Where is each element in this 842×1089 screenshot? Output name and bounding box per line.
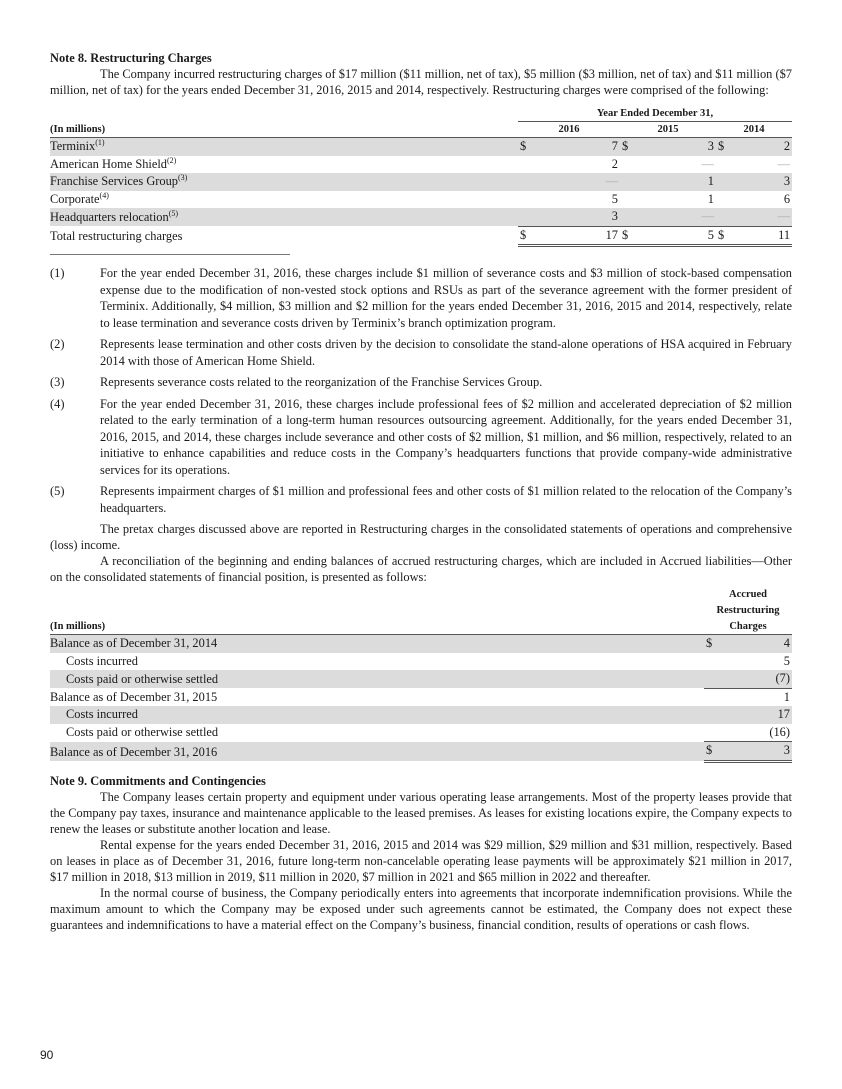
page-number: 90 <box>40 1048 54 1062</box>
currency-cell <box>518 173 538 191</box>
currency-cell <box>704 688 724 706</box>
note9-paragraph: Rental expense for the years ended December 31, 2016, 2015 and 2014 was $29 million, $29 million and $31 million, respectively. Based on leases in place as of December 31, 2016, future long-term non-cancelable operating lease payments will be approximately $21 million in 2017, $17 million in 2018, $13 million in 2019, $11 million in 2020, $7 million in 2021 and $65 million in 2022 and thereafter. <box>50 837 792 884</box>
footnote-ref: (2) <box>167 155 177 165</box>
currency-cell <box>704 670 724 688</box>
currency-cell <box>620 208 636 226</box>
reconciliation-table <box>50 587 792 763</box>
note9-heading: Note 9. Commitments and Contingencies <box>50 773 266 788</box>
row-label-cell <box>50 138 518 156</box>
row-label-cell <box>50 191 518 209</box>
footnote <box>50 483 792 516</box>
footnote <box>50 374 792 391</box>
row-label: Terminix <box>50 139 96 153</box>
recon-row-label: Balance as of December 31, 2015 <box>50 689 218 704</box>
value-2016: 2 <box>611 156 618 171</box>
restructuring-row <box>50 191 792 209</box>
page-content <box>50 50 792 933</box>
footnote-ref: (5) <box>168 208 179 218</box>
restructuring-row <box>50 208 792 226</box>
recon-header-line-2: Restructuring <box>716 605 780 616</box>
row-label-cell <box>50 173 518 191</box>
currency-cell: $ <box>620 138 636 156</box>
total-2016: 17 <box>538 226 620 246</box>
reconciliation-row <box>50 688 792 706</box>
row-label: American Home Shield <box>50 156 167 171</box>
footnote <box>50 396 792 479</box>
recon-row-value: 17 <box>724 706 792 724</box>
currency-cell <box>716 191 732 209</box>
currency-cell <box>716 208 732 226</box>
units-label: (In millions) <box>50 122 518 138</box>
currency-cell <box>716 173 732 191</box>
currency-cell: $ <box>518 138 538 156</box>
recon-header-line-3: Charges <box>704 619 792 635</box>
restructuring-table <box>50 106 792 247</box>
recon-row-value: (7) <box>724 670 792 688</box>
currency-cell <box>704 724 724 742</box>
value-2014: — <box>732 208 792 226</box>
footnote-label: (2) <box>50 337 65 351</box>
currency-cell <box>518 191 538 209</box>
currency-cell <box>704 653 724 671</box>
footnote-ref: (3) <box>178 173 188 182</box>
recon-row-label: Costs incurred <box>50 706 704 724</box>
row-label: Headquarters relocation <box>50 209 169 224</box>
year-header-2014: 2014 <box>716 122 792 138</box>
total-row <box>50 226 792 246</box>
recon-row-value: 4 <box>724 635 792 653</box>
recon-header-line-1: Accrued <box>729 589 767 600</box>
footnote-label: (5) <box>50 484 65 498</box>
footnote <box>50 265 792 331</box>
value-2016: 5 <box>611 191 618 206</box>
recon-row-label: Costs paid or otherwise settled <box>50 670 704 688</box>
value-2015: 3 <box>636 138 716 156</box>
reconciliation-row <box>50 635 792 653</box>
value-2014: 2 <box>732 138 792 156</box>
recon-row-label: Balance as of December 31, 2016 <box>50 742 704 762</box>
value-2015: — <box>701 156 714 171</box>
currency-cell: $ <box>704 742 724 762</box>
currency-cell: $ <box>704 635 724 653</box>
footnote-divider <box>50 254 290 255</box>
reconciliation-row <box>50 742 792 762</box>
year-header-2015: 2015 <box>620 122 716 138</box>
row-label-cell <box>50 156 518 174</box>
restructuring-row <box>50 173 792 191</box>
restructuring-row <box>50 138 792 156</box>
value-2016: — <box>538 173 620 191</box>
footnote <box>50 336 792 369</box>
value-2014: 6 <box>783 191 791 206</box>
currency-cell <box>704 706 724 724</box>
row-label-cell <box>50 208 518 226</box>
value-2016: 7 <box>538 138 620 156</box>
recon-row-label: Costs incurred <box>66 653 138 668</box>
value-2014: — <box>777 156 791 171</box>
footnote-text: Represents impairment charges of $1 million and professional fees and other costs of $1 million related to the relocation of the Company’s headquarters. <box>100 484 792 515</box>
value-2015: 1 <box>707 191 714 206</box>
total-label: Total restructuring charges <box>50 229 183 243</box>
currency-symbol: $ <box>620 226 636 246</box>
recon-row-label: Costs paid or otherwise settled <box>66 725 219 739</box>
value-2016: 3 <box>538 208 620 226</box>
note8-heading: Note 8. Restructuring Charges <box>50 51 212 65</box>
footnote-text: Represents lease termination and other costs driven by the decision to consolidate the stand-alone operations of HSA acquired in February 2014 with those of American Home Shield. <box>100 337 792 368</box>
recon-row-value: 3 <box>724 742 792 762</box>
total-2015: 5 <box>636 226 716 246</box>
reconciliation-paragraph: A reconciliation of the beginning and ending balances of accrued restructuring charges, which are included in Accrued liabilities—Other on the consolidated statements of financial position, is presented as follows: <box>50 554 792 584</box>
recon-row-value: 1 <box>783 689 790 704</box>
value-2015: 1 <box>636 173 716 191</box>
reconciliation-row <box>50 670 792 688</box>
recon-row-value: 5 <box>783 653 790 668</box>
note9-paragraph: The Company leases certain property and equipment under various operating lease arrangements. Most of the property leases provide that the Company pay taxes, insurance and maintenance applicable to the leased premises. As leases for existing locations expire, the Company expects to renew the leases or substitute another location and lease. <box>50 789 792 836</box>
recon-units-label: (In millions) <box>50 619 704 635</box>
footnote-label: (1) <box>50 266 65 280</box>
currency-cell <box>716 156 732 174</box>
note8-intro: The Company incurred restructuring charges of $17 million ($11 million, net of tax), $5 million ($3 million, net of tax) and $11 million ($7 million, net of tax) for the years ended December 31, 2016, 2015 and 2014, respectively. Restructuring charges were comprised of the following: <box>50 67 792 97</box>
reconciliation-row <box>50 706 792 724</box>
footnote-text: Represents severance costs related to the reorganization of the Franchise Services Group. <box>100 375 543 389</box>
footnote-text: For the year ended December 31, 2016, these charges include $1 million of severance costs and $3 million of stock-based compensation expense due to the modification of non-vested stock options and RSUs as part of the severance agreement with the former president of Terminix. Additionally, $4 million, $3 million and $2 million for the years ended December 31, 2016, 2015 and 2014, respectively, relate to lease termination and severance costs driven by Terminix’s branch optimization program. <box>100 266 792 330</box>
footnote-label: (3) <box>50 375 65 389</box>
currency-cell: $ <box>716 138 732 156</box>
restructuring-row <box>50 156 792 174</box>
footnote-ref: (1) <box>95 138 105 147</box>
footnote-text: For the year ended December 31, 2016, these charges include professional fees of $2 million and accelerated depreciation of $2 million related to the early termination of a long-term human resources outsourcing agreement. Additionally, for the years ended December 31, 2016, 2015, and 2014, these charges include severance and other costs of $2 million, $1 million, and $6 million, respectively, related to an initiative to enhance capabilities and reduce costs in the Company’s headquarters functions that provide company-wide administrative services for its operations. <box>100 396 792 477</box>
year-header-2016: 2016 <box>518 122 620 138</box>
currency-symbol: $ <box>716 226 732 246</box>
currency-cell <box>620 191 636 209</box>
currency-cell <box>620 156 636 174</box>
currency-cell <box>620 173 636 191</box>
currency-symbol: $ <box>518 226 538 246</box>
value-2015: — <box>636 208 716 226</box>
reconciliation-row <box>50 724 792 742</box>
footnote-ref: (4) <box>99 190 109 200</box>
value-2014: 3 <box>732 173 792 191</box>
recon-row-label: Balance as of December 31, 2014 <box>50 635 704 653</box>
currency-cell <box>518 156 538 174</box>
footnotes <box>50 265 792 516</box>
pretax-paragraph: The pretax charges discussed above are reported in Restructuring charges in the consolidated statements of operations and comprehensive (loss) income. <box>50 522 792 552</box>
recon-row-value: (16) <box>724 724 792 742</box>
total-2014: 11 <box>732 226 792 246</box>
note9-paragraph: In the normal course of business, the Company periodically enters into agreements that incorporate indemnification provisions. While the maximum amount to which the Company may be exposed under such agreements cannot be estimated, the Company does not expect these guarantees and indemnifications to have a material effect on the Company’s business, financial condition, results of operations or cash flows. <box>50 885 792 932</box>
row-label: Corporate <box>50 191 100 206</box>
reconciliation-row <box>50 653 792 671</box>
period-header: Year Ended December 31, <box>518 106 792 122</box>
row-label: Franchise Services Group <box>50 174 179 188</box>
currency-cell <box>518 208 538 226</box>
footnote-label: (4) <box>50 396 65 411</box>
